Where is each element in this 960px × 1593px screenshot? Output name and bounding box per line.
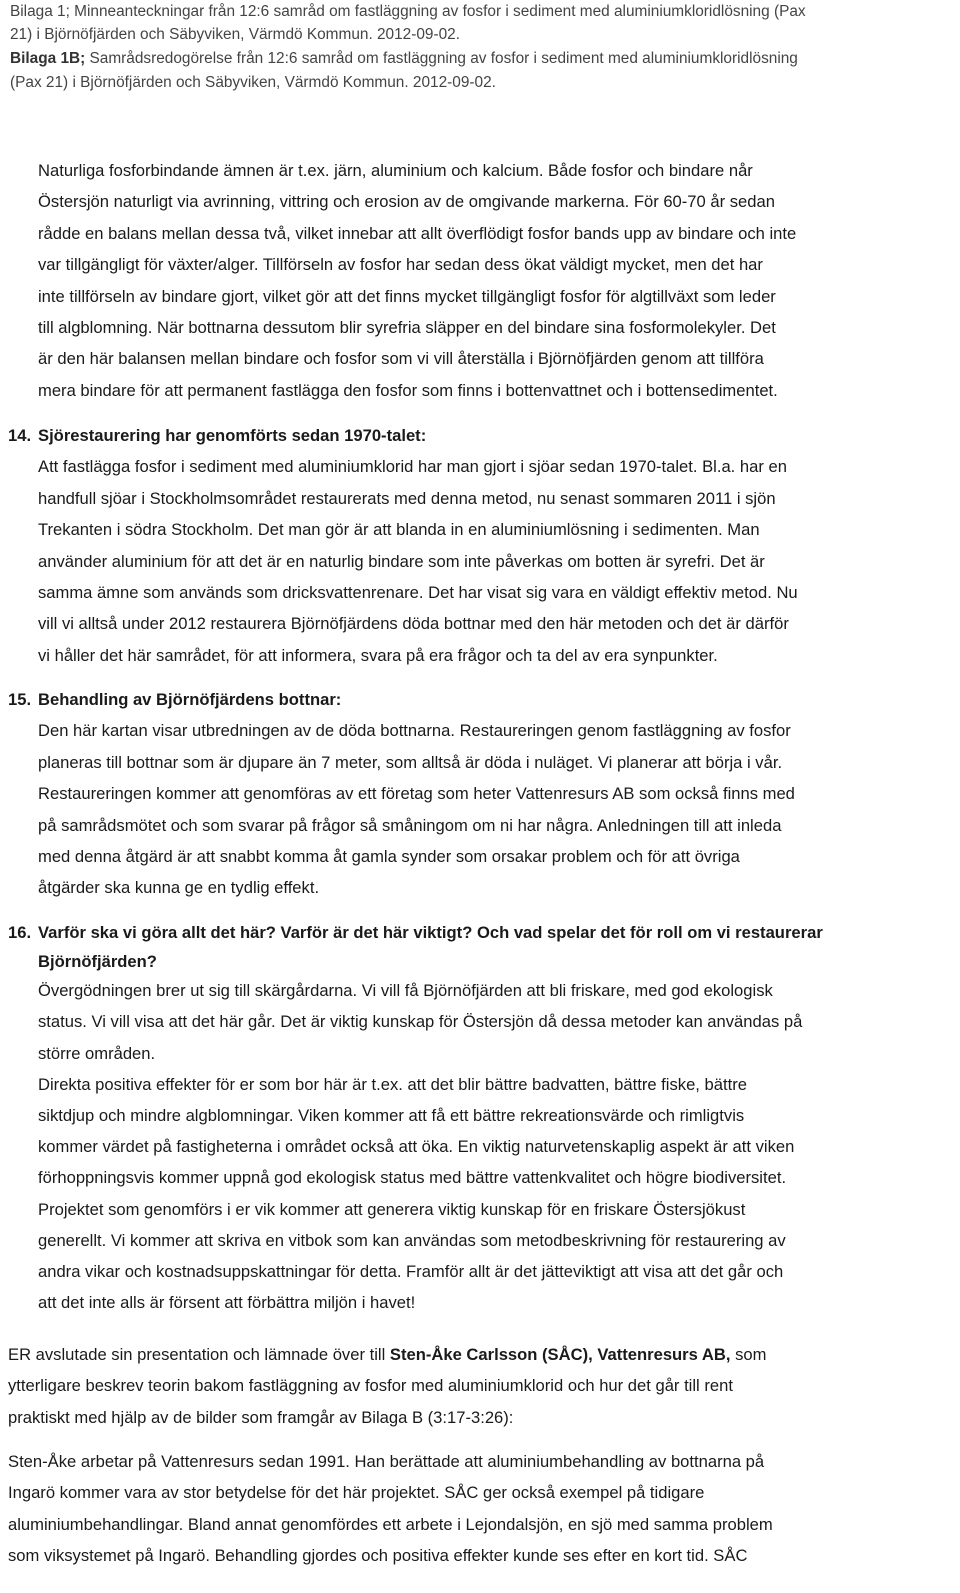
section-16-number: 16. [8,923,32,942]
text-line: ytterligare beskrev teorin bakom fastläggning av fosfor med aluminiumklorid och hur det går till rent [8,1376,733,1396]
header-bilaga-label: Bilaga 1B; [10,50,86,67]
text-line: Östersjön naturligt via avrinning, vittring och erosion av de omgivande markerna. För 60-70 år sedan [38,192,775,212]
header-line-3-text: Samrådsredogörelse från 12:6 samråd om fastläggning av fosfor i sediment med aluminiumkloridlösning [85,50,798,67]
text-line: Restaureringen kommer att genomföras av ett företag som heter Vattenresurs AB som också finns med [38,784,795,804]
header-line-3 [10,47,798,71]
section-15 [38,684,943,904]
sac-name: Sten-Åke Carlsson (SÅC), Vattenresurs AB, [389,1345,731,1364]
text-line: Projektet som genomförs i er vik kommer att generera viktig kunskap för en friskare Östersjökust [38,1199,746,1219]
text-line: Den här kartan visar utbredningen av de döda bottnarna. Restaureringen genom fastläggning av fosfor [38,721,791,741]
text-line: vi håller det här samrådet, för att informera, svara på era frågor och ta del av era synpunkter. [38,645,718,665]
text-line: inte tillförseln av bindare gjort, vilket gör att det finns mycket tillgängligt fosfor för algtillväxt som leder [38,286,776,306]
text-line: andra vikar och kostnadsuppskattningar för detta. Framför allt är det jätteviktigt att visa att det går och [38,1262,784,1282]
text-line: siktdjup och mindre algblomningar. Viken kommer att få ett bättre rekreationsvärde och rimligtvis [38,1106,745,1126]
er-paragraph [8,1339,948,1433]
text-line: generellt. Vi kommer att skriva en vitbok som kan användas som metodbeskrivning för restaurering av [38,1230,786,1250]
text-segment: som [730,1345,767,1364]
text-line: Övergödningen brer ut sig till skärgårdarna. Vi vill få Björnöfjärden att bli friskare, med god ekologisk [38,981,773,1001]
document-header [0,0,960,100]
text-line: åtgärder ska kunna ge en tydlig effekt. [38,878,320,898]
text-line: Ingarö kommer vara av stor betydelse för det här projektet. SÅC ger också exempel på tidigare [8,1483,705,1503]
text-line: kommer värdet på fastigheterna i området också att öka. En viktig naturvetenskaplig aspekt är att viken [38,1137,795,1157]
text-line: Sten-Åke arbetar på Vattenresurs sedan 1991. Han berättade att aluminiumbehandling av bottnarna på [8,1452,765,1471]
text-line: status. Vi vill visa att det här går. Det är viktig kunskap för Östersjön då dessa metoder kan användas på [38,1012,803,1032]
text-line: vill vi alltså under 2012 restaurera Björnöfjärdens döda bottnar med den här metoden och det är därför [38,614,789,634]
intro-paragraph [38,155,943,406]
header-line-4: (Pax 21) i Björnöfjärden och Säbyviken, Värmdö Kommun. 2012-09-02. [10,74,496,91]
text-line: samma ämne som används som dricksvattenrenare. Det har visat sig vara en väldigt effektiv metod. Nu [38,583,798,603]
text-line: är den här balansen mellan bindare och fosfor som vi vill återställa i Björnöfjärden genom att tillföra [38,349,764,369]
section-14-number: 14. [8,426,32,445]
text-line: handfull sjöar i Stockholmsområdet restaurerats med denna metod, nu senast sommaren 2011 i sjön [38,488,776,508]
text-line: Direkta positiva effekter för er som bor här är t.ex. att det blir bättre badvatten, bättre fiske, bättre [38,1074,747,1094]
text-line: Att fastlägga fosfor i sediment med aluminiumklorid har man gjort i sjöar sedan 1970-talet. Bl.a. har en [38,457,787,477]
section-14-heading: Sjörestaurering har genomförts sedan 1970-talet: [38,426,427,445]
text-line: Naturliga fosforbindande ämnen är t.ex. järn, aluminium och kalcium. Både fosfor och bindare når [38,161,753,180]
text-line: som viksystemet på Ingarö. Behandling gjordes och positiva effekter kunde ses efter en kort tid. SÅC [8,1546,748,1566]
text-line: större områden. [38,1043,156,1063]
text-line: praktiskt med hjälp av de bilder som framgår av Bilaga B (3:17-3:26): [8,1407,514,1427]
text-line: Trekanten i södra Stockholm. Det man gör är att blanda in en aluminiumlösning i sedimenten. Man [38,520,760,540]
section-16-heading-cont: Björnöfjärden? [38,952,157,972]
text-line: planeras till bottnar som är djupare än 7 meter, som alltså är döda i nuläget. Vi planerar att börja i vår. [38,752,783,772]
section-15-heading: Behandling av Björnöfjärdens bottnar: [38,690,342,709]
header-line-1: Bilaga 1; Minneanteckningar från 12:6 samråd om fastläggning av fosfor i sediment med aluminiumkloridlösning (Pax [10,3,806,20]
sac-paragraph [8,1446,948,1572]
text-line: till algblomning. När bottnarna dessutom blir syrefria släpper en del bindare sina fosformolekyler. Det [38,318,776,338]
text-line: på samrådsmötet och som svarar på frågor så småningom om ni har några. Anledningen till att inleda [38,815,782,835]
text-line: använder aluminium för att det är en naturlig bindare som inte påverkas om botten är syrefri. Det är [38,551,765,571]
text-line: med denna åtgärd är att snabbt komma åt gamla synder som orsakar problem och för att övriga [38,847,740,867]
header-line-2: 21) i Björnöfjärden och Säbyviken, Värmdö Kommun. 2012-09-02. [10,26,460,43]
section-15-number: 15. [8,690,32,709]
text-line: rådde en balans mellan dessa två, vilket innebar att allt överflödigt fosfor bands upp av bindare och inte [38,223,797,243]
text-segment: ER avslutade sin presentation och lämnade över till [8,1345,390,1364]
text-line: var tillgängligt för växter/alger. Tillförseln av fosfor har sedan dess ökat väldigt mycket, men det har [38,255,763,275]
text-line: att det inte alls är försent att förbättra miljön i havet! [38,1293,416,1313]
text-line [8,1339,948,1370]
text-line: mera bindare för att permanent fastlägga den fosfor som finns i bottenvattnet och i bottensedimentet. [38,380,778,400]
section-16-heading: Varför ska vi göra allt det här? Varför är det här viktigt? Och vad spelar det för roll om vi restaurerar [38,923,823,942]
text-line: aluminiumbehandlingar. Bland annat genomfördes ett arbete i Lejondalsjön, en sjö med samma problem [8,1514,773,1534]
section-14 [38,420,943,671]
section-16 [38,917,943,1318]
text-line: förhoppningsvis kommer uppnå god ekologisk status med bättre vattenkvalitet och högre biodiversitet. [38,1168,787,1188]
